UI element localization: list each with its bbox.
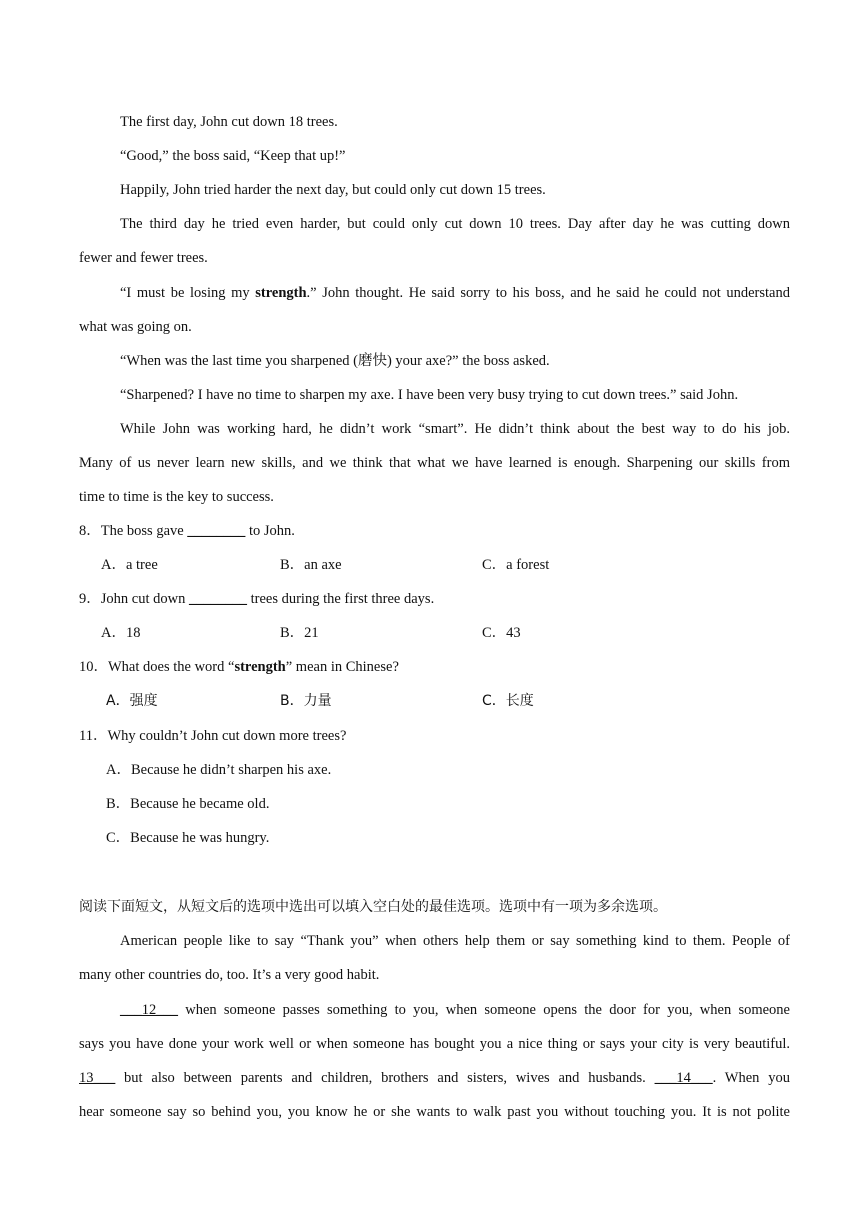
option-c[interactable]: C．43	[482, 625, 521, 641]
question-text: What does the word “	[108, 659, 235, 675]
option-b[interactable]: B．Because he became old.	[106, 796, 270, 812]
passage-text: when someone passes something to you, when someone opens the door for you, when someone	[178, 1002, 790, 1018]
option-b[interactable]: B．力量	[280, 693, 332, 709]
passage-paragraph	[120, 1001, 790, 1019]
question-11	[79, 727, 346, 745]
question-text: trees during the first three days.	[246, 591, 435, 607]
keyword-strength: strength	[255, 285, 307, 301]
passage-line	[79, 1069, 790, 1087]
question-text: The boss gave	[100, 523, 188, 539]
blank-12: ___12___	[120, 1002, 178, 1018]
answer-blank: ________	[187, 523, 246, 539]
passage-line: many other countries do, too. It’s a very good habit.	[79, 967, 380, 983]
question-8	[79, 522, 295, 540]
passage-text: . When you	[712, 1070, 790, 1086]
passage-text: but also between parents and children, brothers and sisters, wives and husbands.	[115, 1070, 655, 1086]
passage-paragraph: Happily, John tried harder the next day, but could only cut down 15 trees.	[120, 182, 546, 198]
passage-line: Many of us never learn new skills, and we think that what we have learned is enough. Sharpening our skills from	[79, 455, 790, 471]
question-text: Why couldn’t John cut down more trees?	[107, 728, 347, 744]
question-text: to John.	[245, 523, 295, 539]
question-number: 10．	[79, 659, 108, 675]
passage-paragraph: American people like to say “Thank you” when others help them or say something kind to them. People of	[120, 933, 790, 949]
option-a[interactable]: A．Because he didn’t sharpen his axe.	[106, 762, 332, 778]
passage-paragraph: “Good,” the boss said, “Keep that up!”	[120, 148, 346, 164]
passage-paragraph: The third day he tried even harder, but could only cut down 10 trees. Day after day he was cutting down	[120, 216, 790, 232]
passage-text: .” John thought. He said sorry to his boss, and he said he could not understand	[306, 285, 790, 301]
option-b[interactable]: B．21	[280, 625, 319, 641]
passage-line: hear someone say so behind you, you know he or she wants to walk past you without touching you. It is not polite	[79, 1104, 790, 1120]
blank-13: 13___	[79, 1070, 116, 1086]
question-number: 11．	[79, 728, 108, 744]
passage-line: says you have done your work well or when someone has bought you a nice thing or says your city is very beautiful.	[79, 1036, 790, 1052]
option-c[interactable]: C．a forest	[482, 557, 550, 573]
question-10	[79, 658, 399, 676]
answer-blank: ________	[188, 591, 247, 607]
blank-14: ___14___	[654, 1070, 713, 1086]
passage-paragraph: “When was the last time you sharpened (磨快) your axe?” the boss asked.	[120, 353, 550, 369]
passage-line: what was going on.	[79, 319, 192, 335]
option-a[interactable]: A．a tree	[101, 557, 158, 573]
option-c[interactable]: C．长度	[482, 693, 534, 709]
option-b[interactable]: B．an axe	[280, 557, 342, 573]
option-a[interactable]: A．强度	[106, 693, 158, 709]
passage-paragraph	[120, 284, 790, 302]
section-instruction: 阅读下面短文，从短文后的选项中选出可以填入空白处的最佳选项。选项中有一项为多余选项。	[79, 899, 667, 915]
question-number: 9．	[79, 591, 101, 607]
question-9	[79, 590, 434, 608]
passage-line: time to time is the key to success.	[79, 489, 274, 505]
question-text: John cut down	[100, 591, 189, 607]
option-a[interactable]: A．18	[101, 625, 141, 641]
question-text: ” mean in Chinese?	[285, 659, 399, 675]
question-number: 8．	[79, 523, 101, 539]
passage-line: fewer and fewer trees.	[79, 250, 208, 266]
keyword-strength: strength	[234, 659, 286, 675]
passage-text: “I must be losing my	[120, 285, 256, 301]
passage-paragraph: The first day, John cut down 18 trees.	[120, 114, 338, 130]
passage-paragraph: “Sharpened? I have no time to sharpen my axe. I have been very busy trying to cut down trees.” said John.	[120, 387, 739, 403]
option-c[interactable]: C．Because he was hungry.	[106, 830, 270, 846]
passage-paragraph: While John was working hard, he didn’t work “smart”. He didn’t think about the best way to do his job.	[120, 421, 790, 437]
